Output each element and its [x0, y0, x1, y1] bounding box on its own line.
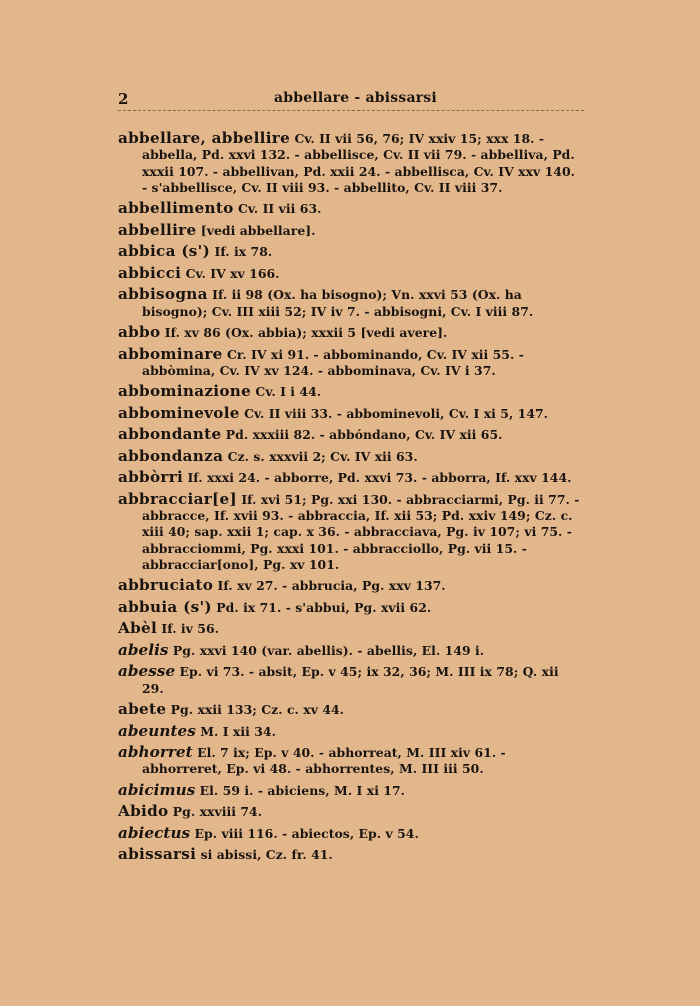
entry-headword: abbellire: [118, 220, 197, 239]
entry-citations: Pd. xxxiii 82. - abbóndano, Cv. IV xii 65.: [221, 427, 503, 443]
entry-citations: Pg. xxviii 74.: [168, 804, 263, 820]
entry-headword: abete: [118, 700, 167, 719]
dictionary-entry: [118, 243, 584, 260]
entry-citations: If. xv 86 (Ox. abbia); xxxii 5 [vedi avere].: [160, 325, 448, 341]
entry-citations: Pd. ix 71. - s'abbui, Pg. xvii 62.: [211, 599, 432, 615]
dictionary-entry: [118, 491, 584, 573]
running-head: abbellare - abissarsi: [274, 90, 437, 106]
entry-headword: abbellare, abbellire: [118, 129, 291, 147]
dictionary-entry: [118, 642, 584, 659]
entry-citations: si abissi, Cz. fr. 41.: [196, 847, 333, 863]
entry-citations: [vedi abbellare].: [196, 222, 316, 238]
entry-citations: If. ix 78.: [210, 244, 273, 260]
header-rule: [118, 110, 584, 111]
entry-headword: abbondanza: [118, 446, 224, 465]
entry-headword: abbicci: [118, 263, 182, 282]
entry-citations: M. I xii 34.: [195, 723, 276, 739]
entry-citations: If. xvi 51; Pg. xxi 130. - abbracciarmi, Pg. ii 77. - abbracce, If. xvii 93. - abbraccia, If. xii 53; Pd. xxiv 149; Cz. c. xiii 40; sap. xxii 1; cap. x 36. - abbracciava, Pg. iv 107; vi 75. - abbracciommi, Pg. xxxi 101. - abbracciollo, Pg. vii 15. - abbracciar[ono], Pg. xv 101.: [142, 491, 580, 572]
dictionary-entry: [118, 222, 584, 239]
entry-citations: If. xv 27. - abbrucia, Pg. xxv 137.: [213, 578, 446, 594]
entry-citations: Ep. viii 116. - abiectos, Ep. v 54.: [190, 825, 419, 841]
entry-headword: abeuntes: [118, 721, 196, 740]
entry-list: [118, 130, 584, 868]
entry-headword: abbominevole: [118, 403, 240, 422]
entry-citations: Cv. II vii 56, 76; IV xxiv 15; xxx 18. - abbella, Pd. xxvi 132. - abbellisce, Cv. II vii 79. - abbelliva, Pd. xxxii 107. - abbellivan, Pd. xxii 24. - abbellisca, Cv. IV xxv 140. - s'abbellisce, Cv. II viii 93. - abbellito, Cv. II viii 37.: [142, 131, 576, 195]
entry-headword: abbondante: [118, 425, 222, 444]
entry-citations: Cv. II vii 63.: [233, 201, 322, 217]
dictionary-entry: [118, 663, 584, 697]
entry-headword: abbica (s'): [118, 242, 211, 261]
dictionary-entry: [118, 846, 584, 863]
entry-headword: abbominazione: [118, 382, 252, 401]
entry-headword: abiectus: [118, 823, 191, 842]
dictionary-entry: [118, 383, 584, 400]
entry-citations: Ep. vi 73. - absit, Ep. v 45; ix 32, 36; M. III ix 78; Q. xii 29.: [142, 664, 559, 696]
entry-citations: Cv. I i 44.: [251, 384, 322, 400]
entry-headword: abesse: [118, 662, 176, 681]
entry-citations: Cv. IV xv 166.: [181, 265, 280, 281]
entry-citations: Cr. IV xi 91. - abbominando, Cv. IV xii 55. - abbòmina, Cv. IV xv 124. - abbominava, Cv. IV i 37.: [142, 346, 524, 378]
dictionary-entry: [118, 620, 584, 637]
entry-headword: abbo: [118, 323, 161, 342]
dictionary-entry: [118, 469, 584, 486]
dictionary-entry: [118, 825, 584, 842]
entry-headword: abicimus: [118, 780, 196, 799]
dictionary-entry: [118, 744, 584, 778]
entry-citations: If. xxxi 24. - abborre, Pd. xxvi 73. - abborra, If. xxv 144.: [183, 470, 572, 486]
entry-headword: abbuia (s'): [118, 597, 212, 616]
entry-headword: abelis: [118, 640, 169, 659]
entry-citations: Cz. s. xxxvii 2; Cv. IV xii 63.: [223, 448, 418, 464]
entry-headword: abbisogna: [118, 285, 208, 304]
entry-citations: If. iv 56.: [157, 621, 219, 637]
dictionary-entry: [118, 803, 584, 820]
entry-citations: Pg. xxvi 140 (var. abellis). - abellis, El. 149 i.: [168, 642, 485, 658]
dictionary-entry: [118, 448, 584, 465]
entry-citations: If. ii 98 (Ox. ha bisogno); Vn. xxvi 53 (Ox. ha bisogno); Cv. III xiii 52; IV iv 7. - abbisogni, Cv. I viii 87.: [142, 287, 534, 319]
dictionary-page: [118, 88, 584, 864]
entry-headword: abbellimento: [118, 199, 234, 218]
dictionary-entry: [118, 405, 584, 422]
dictionary-entry: [118, 577, 584, 594]
entry-headword: abbominare: [118, 344, 223, 363]
entry-headword: Abèl: [118, 619, 158, 638]
entry-citations: El. 7 ix; Ep. v 40. - abhorreat, M. III xiv 61. - abhorreret, Ep. vi 48. - abhorrentes, M. III iii 50.: [142, 745, 506, 777]
dictionary-entry: [118, 599, 584, 616]
dictionary-entry: [118, 782, 584, 799]
page-number: 2: [118, 90, 129, 108]
entry-citations: Cv. II viii 33. - abbominevoli, Cv. I xi 5, 147.: [239, 405, 549, 421]
dictionary-entry: [118, 426, 584, 443]
entry-headword: abissarsi: [118, 845, 197, 864]
entry-headword: abbruciato: [118, 576, 214, 595]
dictionary-entry: [118, 130, 584, 196]
dictionary-entry: [118, 265, 584, 282]
entry-headword: Abido: [118, 802, 169, 821]
entry-citations: Pg. xxii 133; Cz. c. xv 44.: [166, 702, 345, 718]
dictionary-entry: [118, 701, 584, 718]
entry-citations: El. 59 i. - abiciens, M. I xi 17.: [195, 782, 406, 798]
dictionary-entry: [118, 324, 584, 341]
dictionary-entry: [118, 286, 584, 320]
dictionary-entry: [118, 200, 584, 217]
dictionary-entry: [118, 346, 584, 380]
page-header: [118, 88, 584, 110]
entry-headword: abhorret: [118, 743, 193, 762]
entry-headword: abbracciar[e]: [118, 489, 237, 508]
dictionary-entry: [118, 723, 584, 740]
entry-headword: abbòrri: [118, 468, 184, 487]
